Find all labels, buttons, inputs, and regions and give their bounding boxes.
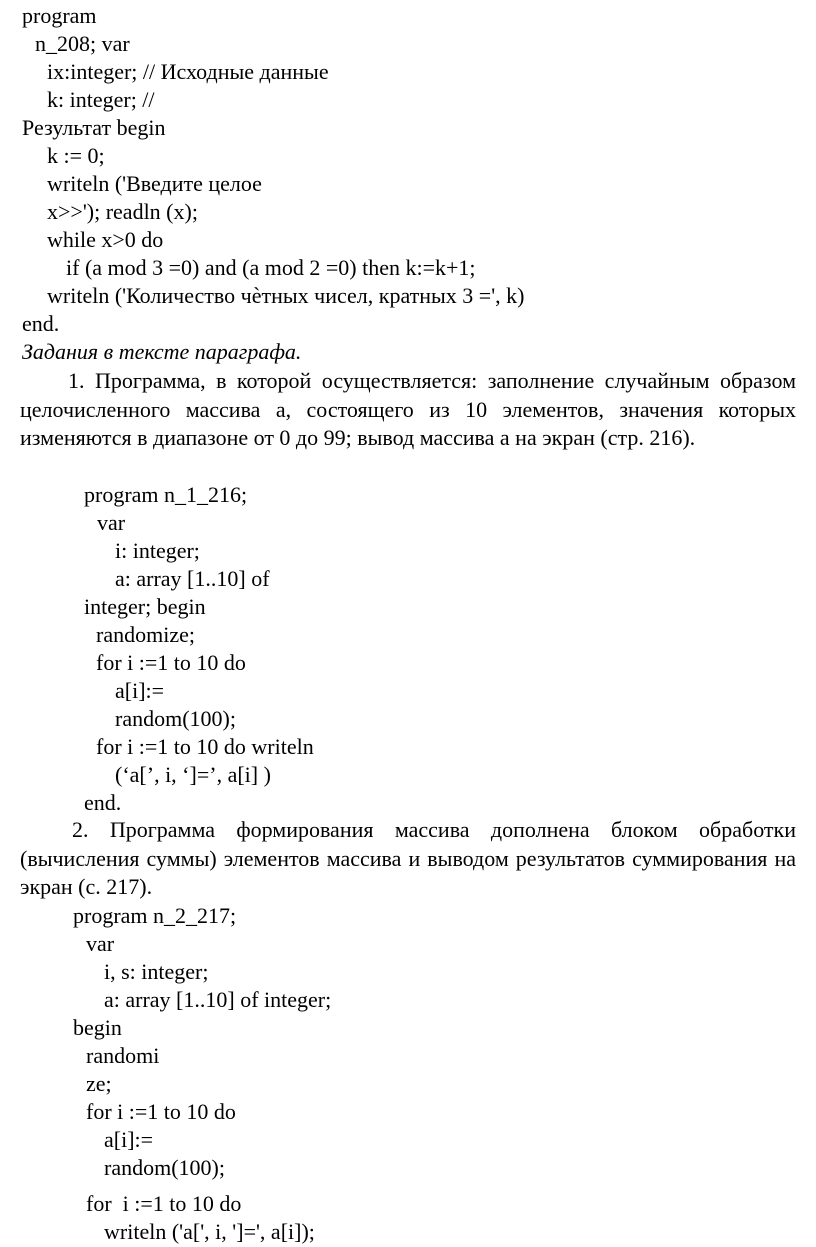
code-line: randomize; bbox=[96, 622, 195, 647]
code-line: integer; begin bbox=[84, 594, 206, 619]
code-line: n_208; var bbox=[35, 31, 130, 56]
code-line: k := 0; bbox=[47, 143, 105, 168]
task-2-paragraph: 2. Программа формирования массива дополнена блоком обработки (вычисления суммы) элементов массива и выводом результатов суммирования на экран (с. 217). bbox=[20, 817, 796, 899]
section-heading: Задания в тексте параграфа. bbox=[22, 339, 302, 364]
code-line: var bbox=[97, 510, 126, 535]
code-line: if (a mod 3 =0) and (a mod 2 =0) then k:=k+1; bbox=[66, 255, 476, 280]
code-line: writeln ('a[', i, ']=', a[i]); bbox=[104, 1219, 315, 1244]
code-line: for i :=1 to 10 do bbox=[86, 1099, 236, 1124]
code-line: writeln ('Введите целое bbox=[47, 171, 262, 196]
code-line: begin bbox=[73, 1015, 122, 1040]
code-line: for i :=1 to 10 do writeln bbox=[96, 734, 314, 759]
code-line: (‘a[’, i, ‘]=’, a[i] ) bbox=[115, 762, 271, 787]
code-line: random(100); bbox=[115, 706, 236, 731]
code-line: i: integer; bbox=[115, 538, 200, 563]
task-1-paragraph: 1. Программа, в которой осуществляется: заполнение случайным образом целочисленного массива а, состоящего из 10 элементов, значения которых изменяются в диапазоне от 0 до 99; вывод массива а на экран (стр. 216). bbox=[20, 368, 796, 450]
code-line: end. bbox=[84, 790, 122, 815]
code-line: x>>'); readln (x); bbox=[47, 199, 198, 224]
code-line: Результат begin bbox=[22, 115, 166, 140]
code-line: a[i]:= bbox=[115, 678, 165, 703]
code-line: for i :=1 to 10 do bbox=[86, 1191, 242, 1216]
code-line: a[i]:= bbox=[104, 1127, 154, 1152]
code-line: while x>0 do bbox=[47, 227, 164, 252]
code-line: end. bbox=[22, 311, 60, 336]
code-line: a: array [1..10] of integer; bbox=[104, 987, 332, 1012]
code-line: a: array [1..10] of bbox=[115, 566, 270, 591]
code-line: writeln ('Количество чѐтных чисел, кратных 3 =', k) bbox=[47, 283, 525, 308]
code-line: program n_1_216; bbox=[84, 482, 248, 507]
code-line: i, s: integer; bbox=[104, 959, 209, 984]
code-line: ze; bbox=[86, 1071, 112, 1096]
code-line: randomi bbox=[86, 1043, 160, 1068]
code-line: ix:integer; // Исходные данные bbox=[47, 59, 329, 84]
code-line: program bbox=[22, 3, 97, 28]
code-line: var bbox=[86, 931, 115, 956]
code-line: for i :=1 to 10 do bbox=[96, 650, 246, 675]
code-line: program n_2_217; bbox=[73, 903, 237, 928]
code-line: random(100); bbox=[104, 1155, 225, 1180]
code-line: k: integer; // bbox=[47, 87, 155, 112]
